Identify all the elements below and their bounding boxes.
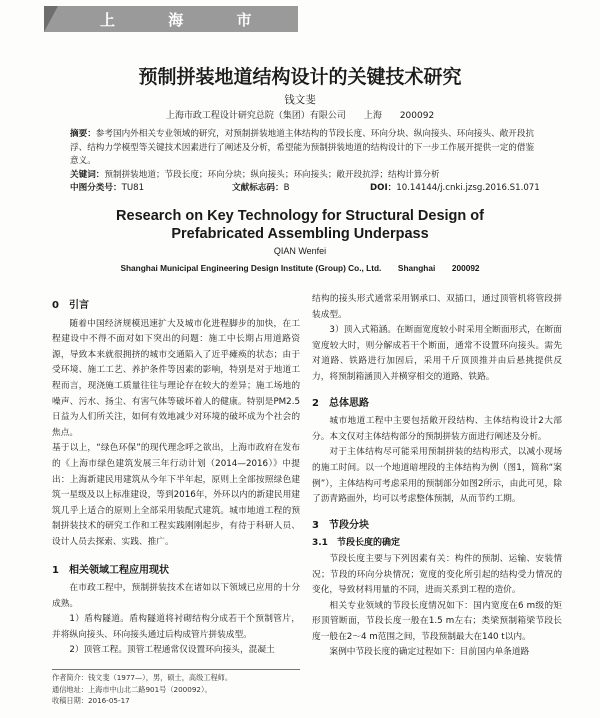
paragraph: 3）顶入式箱涵。在断面宽度较小时采用全断面形式，在断面宽度较大时，则分解成若干个断面，通常不设置环向接头。需先对道路、铁路进行加固后，采用千斤顶顶推并由后悬挑提供反力，将预制箱涵顶入并横穿相交的道路、铁路。 [312, 325, 562, 382]
english-affiliation: Shanghai Municipal Engineering Design Institute (Group) Co., Ltd. Shanghai 200092 [120, 263, 480, 273]
footnote-received: 收稿日期：2016-05-17 [52, 696, 130, 705]
footnote-address: 通信地址：上海市中山北二路901号（200092）。 [52, 684, 212, 694]
paragraph: 案例中节段长度的确定过程如下：目前国内单条道路 [329, 647, 530, 658]
abstract [70, 128, 540, 169]
section-0-heading: 0 引言 [52, 300, 89, 311]
doi [370, 181, 540, 193]
doi-value: 10.14144/j.cnki.jzsg.2016.S1.071 [396, 183, 540, 193]
paragraph: 结构的接头形式通常采用钢承口、双插口，通过顶管机将管段拼装成型。 [312, 294, 562, 320]
english-author: QIAN Wenfei [273, 246, 327, 256]
paragraph: 城市地道工程中主要包括敞开段结构、主体结构设计2大部分。本文仅对主体结构部分的预制拼装方面进行阐述及分析。 [312, 416, 562, 442]
section-1-heading: 1 相关领域工程应用现状 [52, 564, 169, 576]
doi-label: DOI： [370, 183, 397, 193]
paragraph: 在市政工程中，预制拼装技术在诸如以下领域已应用的十分成熟。 [52, 583, 300, 609]
footnote-bio: 作者简介：钱文斐（1977—），男，硕士，高级工程师。 [52, 673, 233, 682]
keywords [70, 169, 540, 183]
clc-number [70, 181, 144, 193]
keywords-text: 预制拼装地道；节段长度；环向分块；纵向接头；环向接头；敞开段抗浮；结构计算分析 [104, 169, 440, 180]
paragraph: 1）盾构隧道。盾构隧道将衬砌结构分成若干个预制管片，并将纵向接头、环向接头通过后构成管片拼装成型。 [52, 614, 300, 640]
section-2-heading: 2 总体思路 [312, 397, 369, 409]
paragraph: 相关专业领域的节段长度情况如下：国内宽度在6 m级的矩形顶管断面，节段长度一般在1.5 m左右；类梁预制箱梁节段长度一般在2～4 m范围之间，节段预制最大在140 t以内。 [312, 600, 562, 642]
abstract-text: 参考国内外相关专业领域的研究，对预制拼装地道主体结构的节段长度、环向分块、纵向接头、环向接头、敞开段抗浮、结构力学模型等关键技术因素进行了阐述及分析，希望能为预制拼装地道的结构设计的下一步工作展开提供一定的借鉴意义。 [70, 129, 535, 166]
section-3-heading: 3 节段分块 [312, 519, 369, 531]
paragraph: 基于以上，“绿色环保”的现代理念呼之欲出，上海市政府在发布的《上海市绿色建筑发展三年行动计划（2014—2016）》中提出：上海新建民用建筑从今年下半年起，原则上全部按照绿色建筑一星级及以上标准建设，等到2016年，外环以内的新建民用建筑几乎上适合的原则上全部采用装配式建筑。城市地道工程的预制拼装技术的研究工作和工程实践刚刚起步，有待于科研人员、设计人员去探索、实践、推广。 [52, 443, 300, 547]
paragraph: 节段长度主要与下列因素有关：构件的预制、运输、安装情况；节段的环向分块情况；宽度的变化所引起的结构受力情况的变化，导致材料用量的不同，进而关系到工程的造价。 [312, 553, 562, 596]
journal-banner [44, 6, 298, 32]
paragraph: 2）顶管工程。顶管工程通常仅设置环向接头，混凝土 [69, 645, 275, 656]
right-column [312, 292, 562, 661]
abstract-label: 摘要： [70, 129, 96, 139]
clc-label: 中图分类号： [70, 183, 122, 193]
banner-corner [44, 6, 58, 32]
keywords-label: 关键词： [70, 169, 105, 180]
english-title [0, 207, 600, 243]
left-column [52, 292, 300, 659]
abstract-block [70, 128, 540, 182]
clc-value: TU81 [121, 183, 145, 193]
journal-name: 上 海 市 [100, 11, 276, 29]
document-code [232, 181, 289, 193]
author-name: 钱文斐 [284, 94, 316, 106]
code-value: B [283, 183, 290, 193]
paragraph: 随着中国经济规模迅速扩大及城市化进程脚步的加快，在工程建设中不得不面对如下突出的问题：施工中长期占用道路资源，导致本来就很拥挤的城市交通陷入了近乎瘫痪的状态；由于受环境、施工工艺、养护条件等因素的影响，特别是对于地道工程而言，现浇施工质量往往与理论存在较大的差异；施工场地的噪声、污水、扬尘、有害气体等破坏着人的健康。特别是PM2.5日益为人们所关注，如何有效地减少对环境的破坏成为个社会的焦点。 [52, 318, 300, 438]
code-label: 文献标志码： [232, 183, 284, 193]
paragraph: 对于主体结构尽可能采用预制拼装的结构形式，以减小现场的施工时间。以一个地道暗埋段的主体结构为例（图1，简称“案例”），主体结构可考虑采用的预制部分如图2所示，由此可见，除了沥青路面外，均可以考虑整体预制，从而节约工期。 [312, 447, 562, 505]
author-affiliation: 上海市政工程设计研究总院（集团）有限公司 上海 200092 [165, 111, 435, 121]
english-title-line2: Prefabricated Assembling Underpass [171, 226, 429, 242]
section-3-1-heading: 3.1 节段长度的确定 [312, 538, 400, 549]
paper-title: 预制拼装地道结构设计的关键技术研究 [138, 66, 462, 88]
author-footnote [52, 669, 300, 707]
english-title-line1: Research on Key Technology for Structural Design of [116, 208, 484, 224]
